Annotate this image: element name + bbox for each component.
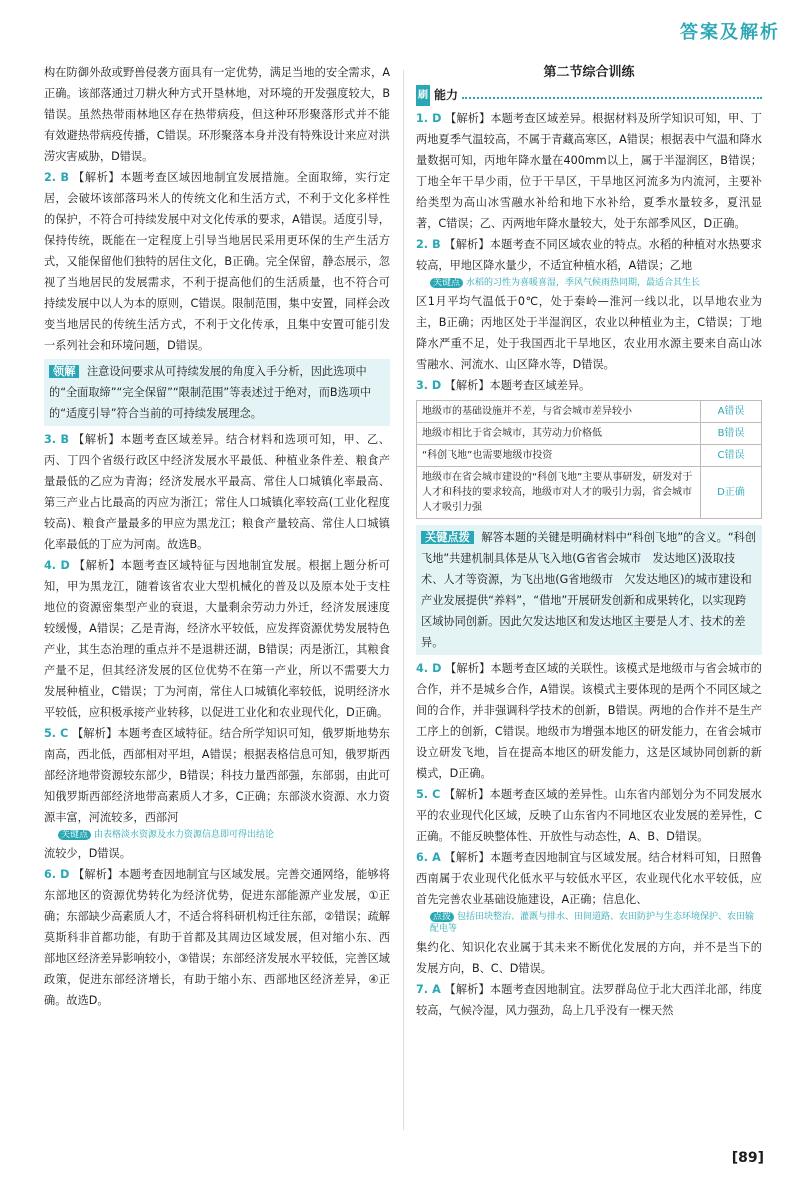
- question-explanation: 【解析】本题考查因地制宜与区域发展。结合材料可知，日照鲁西南属于农业现代化低水平与较低水平区，农业现代化水平较低，应首先完善农业基础设施建设，A正确；信息化、: [416, 851, 762, 906]
- question-number: 4. D: [44, 559, 70, 572]
- note-text: 包括田块整治、灌溉与排水、田间道路、农田防护与生态环境保护、农田输配电等: [430, 912, 755, 934]
- table-result-cell: D正确: [701, 467, 762, 519]
- left-column: [44, 62, 390, 1011]
- header-title: 答案及解析: [680, 22, 780, 43]
- question-number: 1. D: [416, 112, 442, 125]
- table-result-cell: C错误: [701, 445, 762, 467]
- question-6-continued: 集约化、知识化农业属于其未来不断优化发展的方向，并不是当下的发展方向，B、C、D错误。: [416, 941, 762, 975]
- question-3-answer: [416, 375, 762, 396]
- tip-text: 解答本题的关键是明确材料中“科创飞地”的含义。“科创飞地”共建机制具体是从飞入地(G省省会城市 发达地区)汲取技术、人才等资源，为飞出地(G省地级市 欠发达地区)的城市建设和产业发展提供“养料”，“借地”开展研发创新和成果转化，以实现跨区域协同创新。因此欠发达地区和发达地区主要是人才、技术的差异。: [421, 531, 757, 649]
- question-number: 6. A: [416, 851, 441, 864]
- question-explanation: 【解析】本题考查区域特征与因地制宜发展。根据上题分析可知，甲为黑龙江，随着该省农业大型机械化的普及以及原本处于支柱地位的资源密集型产业的衰退，大量剩余劳动力外迁，经济发展速度较缓慢，A错误；乙是青海，经济水平较低，应发挥资源优势发展特色产业，其生态治理的重点并不是退耕还湖，B错误；丙是浙江，其粮食产量不足，但其经济发展的区位优势不在第一产业，所以不需要大力发展种植业，C错误；丁为河南，常住人口城镇化率较低，说明经济水平较低，应积极承接产业转移，以促进工业化和农业现代化，D正确。: [44, 559, 390, 719]
- question-2-answer: [416, 234, 762, 276]
- question-6-answer: [416, 847, 762, 910]
- question-number: 3. B: [44, 433, 70, 446]
- dotted-rule: [462, 97, 762, 99]
- tip-label: 关键点拨: [421, 531, 474, 544]
- question-3-answer: [44, 429, 390, 555]
- question-5-answer: [416, 784, 762, 847]
- table-row: [417, 467, 762, 519]
- note-text: 由表格淡水资源及水力资源信息即可得出结论: [94, 830, 275, 840]
- note-label: 关键点: [430, 278, 463, 288]
- question-4-answer: [416, 658, 762, 784]
- question-number: 5. C: [44, 727, 69, 740]
- note-label: 关键点: [58, 830, 91, 840]
- header-bar: [0, 0, 800, 62]
- question-explanation: 【解析】本题考查区域因地制宜发展措施。全面取缔，实行定居，会破坏该部落玛米人的传统文化和生活方式，不利于文化多样性的保护，不符合可持续发展中对文化传承的要求，A错误。适度引导，保持传统，既能在一定程度上引导当地居民采用更环保的生产生活方式，又能保留他们独特的居住文化，B正确。完全保留，静态展示，忽视了当地居民的发展需求，不利于提高他们的生活质量，也不符合可持续发展中以人为本的原则，C错误。限制范围，集中安置，同样会改变当地居民的传统生活方式，不利于文化传承，且集中安置可能引发一系列社会和环境问题，D错误。: [44, 171, 390, 352]
- table-row: [417, 401, 762, 423]
- tip-label: 领解: [49, 365, 79, 378]
- question-2-continued: 区1月平均气温低于0℃，处于秦岭—淮河一线以北，以旱地农业为主，B正确；丙地区处于半湿润区，农业以种植业为主，C错误；丁地降水严重不足，处于我国西北干旱地区，农业用水源主要来自高山冰雪融水、河流水、山区降水等，D错误。: [416, 295, 762, 371]
- key-point-note: [416, 911, 762, 935]
- question-explanation: 【解析】本题考查区域的关联性。该模式是地级市与省会城市的合作，并不是城乡合作，A错误。该模式主要体现的是两个不同区域之间的合作，并非强调科学技术的创新，B错误。两地的合作并不是生产工序上的创新，C错误。地级市为增强本地区的研发能力，在省会城市设立研发飞地，旨在提高本地区的研发能力，这是区域协同创新的新模式，D正确。: [416, 662, 762, 780]
- question-number: 2. B: [44, 171, 70, 184]
- right-column: [416, 62, 762, 1021]
- table-row: [417, 423, 762, 445]
- page-number: [89]: [731, 1150, 764, 1166]
- question-5-answer: [44, 723, 390, 828]
- table-row: [417, 445, 762, 467]
- column-divider: [403, 70, 404, 1130]
- question-2-answer: [44, 167, 390, 356]
- question-explanation: 【解析】本题考查区域差异。根据材料及所学知识可知，甲、丁两地夏季气温较高，不属于青藏高寒区，A错误；根据表中气温和降水量数据可知，丙地年降水量在400mm以上，属于半湿润区，B错误；丁地全年干旱少雨，位于干旱区，干旱地区河流多为内流河，主要补给类型为高山冰雪融水补给和地下水补给，夏季水量较多，夏汛显著，C错误；乙、丙两地年降水量较大，处于东部季风区，D正确。: [416, 112, 762, 230]
- question-5-tail: 流较少，D错误。: [44, 847, 131, 860]
- key-point-note: [416, 277, 762, 289]
- note-text: 水稻的习性为喜暖喜湿，季风气候雨热同期，最适合其生长: [466, 278, 701, 288]
- question-explanation: 【解析】本题考查因地制宜。法罗群岛位于北大西洋北部，纬度较高，气候冷湿，风力强劲，岛上几乎没有一棵天然: [416, 983, 762, 1017]
- question-explanation: 【解析】本题考查区域差异。结合材料和选项可知，甲、乙、丙、丁四个省级行政区中经济发展水平最低、种植业条件差、粮食产量最低的乙应为青海；经济发展水平最高、常住人口城镇化率最高、第三产业占比最高的丙应为浙江；常住人口城镇化率较高(工业化程度较高)、粮食产量最多的甲应为黑龙江；粮食产量较高、常住人口城镇化率最低的丁应为河南。故选B。: [44, 433, 390, 551]
- table-result-cell: A错误: [701, 401, 762, 423]
- option-analysis-table: [416, 400, 762, 519]
- question-number: 6. D: [44, 868, 70, 881]
- question-number: 5. C: [416, 788, 441, 801]
- question-number: 3. D: [416, 379, 442, 392]
- question-4-answer: [44, 555, 390, 723]
- note-label: 点拨: [430, 912, 454, 922]
- question-number: 7. A: [416, 983, 441, 996]
- table-cell: 地级市在省会城市建设的“科创飞地”主要从事研发，研发对于人才和科技的要求较高，地级市对人才的吸引力弱，省会城市人才吸引力强: [417, 467, 701, 519]
- key-tip-box: [416, 525, 762, 655]
- question-number: 2. B: [416, 238, 441, 251]
- question-explanation: 【解析】本题考查区域差异。: [444, 379, 591, 392]
- tip-text: 注意设问要求从可持续发展的角度入手分析，因此选项中的“全面取缔”“完全保留”“限制范围”等表述过于绝对，而B选项中的“适度引导”符合当前的可持续发展理念。: [49, 365, 372, 420]
- question-explanation: 【解析】本题考查区域的差异性。山东省内部划分为不同发展水平的农业现代化区域，反映了山东省内不同地区农业发展的差异性，C正确。不能反映整体性、开放性与动态性，A、B、D错误。: [416, 788, 762, 843]
- table-cell: 地级市的基础设施并不差，与省会城市差异较小: [417, 401, 701, 423]
- question-number: 4. D: [416, 662, 442, 675]
- question-explanation: 【解析】本题考查因地制宜与区域发展。完善交通网络，能够将东部地区的资源优势转化为经济优势，促进东部能源产业发展，①正确；东部缺少高素质人才，不适合将科研机构迁往东部，②错误；疏解莫斯科非首都功能，有助于首都及其周边区域发展，但对缩小东、西部地区经济差异影响较小，③错误；东部经济发展水平较低，完善区域政策，促进东部经济增长，有助于缩小东、西部地区经济差异，④正确。故选D。: [44, 868, 390, 1007]
- question-6-answer: [44, 864, 390, 1011]
- question-7-answer: [416, 979, 762, 1021]
- q1-continuation: 构在防御外敌或野兽侵袭方面具有一定优势，满足当地的安全需求，A正确。该部落通过刀耕火种方式开垦林地，对环境的开发强度较大，B错误。虽然热带雨林地区存在热带病疫，但这种环形聚落形式并不能有效避热带病疫传播，C错误。环形聚落本身并没有特殊设计来应对洪涝灾害威胁，D错误。: [44, 66, 390, 163]
- question-explanation: 【解析】本题考查区域特征。结合所学知识可知，俄罗斯地势东南高，西北低，西部相对平坦，A错误；根据表格信息可知，俄罗斯西部经济地带资源较东部少，B错误；科技力量西部强，东部弱，由此可知俄罗斯西部经济地带高素质人才多，C正确；东部淡水资源、水力资源丰富，河流较多，西部河: [44, 727, 390, 824]
- tip-box: [44, 359, 390, 426]
- table-cell: “科创飞地”也需要地级市投资: [417, 445, 701, 467]
- table-result-cell: B错误: [701, 423, 762, 445]
- section-title: 第二节综合训练: [543, 65, 635, 80]
- table-cell: 地级市相比于省会城市，其劳动力价格低: [417, 423, 701, 445]
- subsection-label: 能力: [434, 88, 459, 102]
- question-explanation: 【解析】本题考查不同区域农业的特点。水稻的种植对水热要求较高，甲地区降水量少，不适宜种植水稻，A错误；乙地: [416, 238, 762, 272]
- brush-badge: 刷: [416, 85, 430, 106]
- question-1-answer: [416, 108, 762, 234]
- subsection-header: [416, 85, 762, 106]
- key-point-note: [44, 829, 390, 841]
